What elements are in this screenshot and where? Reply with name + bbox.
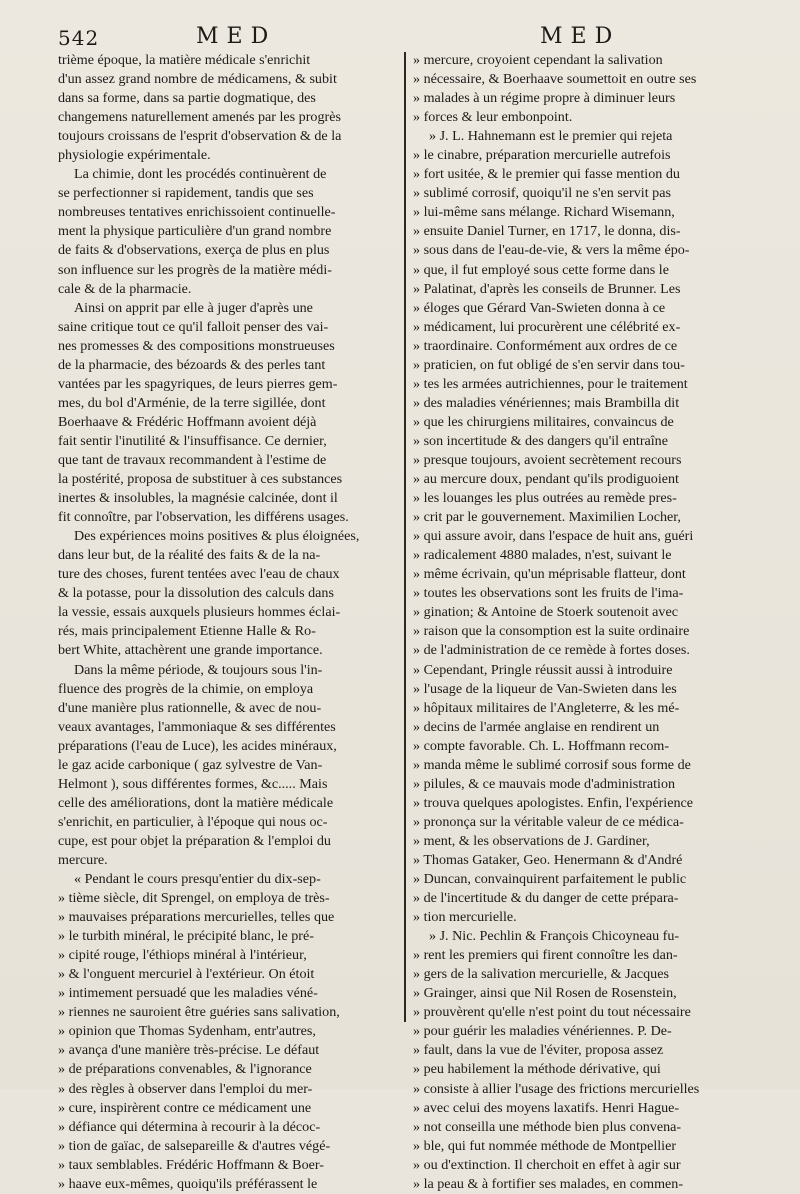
text-line: » mercure, croyoient cependant la salivation — [413, 52, 663, 68]
text-line: » l'usage de la liqueur de Van-Swieten dans les — [413, 680, 677, 697]
text-line: » défiance qui détermina à recourir à la décoc- — [58, 1118, 321, 1135]
text-line: » nécessaire, & Boerhaave soumettoit en outre ses — [413, 71, 697, 88]
text-line: » tion mercurielle. — [413, 909, 517, 926]
text-line: d'une manière plus rationnelle, & avec de nou- — [58, 699, 322, 716]
text-line: » ble, qui fut nommée méthode de Montpellier — [413, 1137, 677, 1154]
text-line: mes, du bol d'Arménie, de la terre sigillée, dont — [58, 394, 326, 411]
text-line: » radicalement 4880 malades, n'est, suivant le — [413, 547, 672, 564]
text-line: » pilules, & ce mauvais mode d'administration — [413, 775, 676, 792]
text-line: » le cinabre, préparation mercurielle autrefois — [413, 147, 671, 164]
text-line: que tant de travaux recommandent à l'estime de — [58, 451, 327, 468]
text-line: nombreuses tentatives enrichissoient continuelle- — [58, 204, 336, 221]
text-line: » avec celui des moyens laxatifs. Henri Hague- — [413, 1099, 680, 1116]
text-line: « Pendant le cours presqu'entier du dix-sep- — [74, 871, 321, 888]
text-line: inertes & insolubles, la magnésie calcinée, dont il — [58, 490, 338, 507]
text-line: nes promesses & des compositions monstrueuses — [58, 337, 335, 354]
text-line: » Grainger, ainsi que Nil Rosen de Rosenstein, — [413, 985, 677, 1002]
page-header — [0, 22, 800, 52]
text-line: » J. Nic. Pechlin & François Chicoyneau fu- — [429, 928, 680, 945]
text-line: » fort usitée, & le premier qui fasse mention du — [413, 166, 680, 183]
text-line: physiologie expérimentale. — [58, 147, 211, 164]
text-line: » haave eux-mêmes, quoiqu'ils préférassent le — [58, 1175, 318, 1192]
text-line: » tième siècle, dit Sprengel, on employa de très- — [58, 890, 330, 907]
running-head-left: MED — [196, 24, 277, 49]
text-line: » de l'administration de ce remède à fortes doses. — [413, 642, 690, 659]
text-line: » lui-même sans mélange. Richard Wisemann, — [413, 204, 675, 221]
page-number: 542 — [58, 26, 100, 50]
text-line: Boerhaave & Frédéric Hoffmann avoient déjà — [58, 413, 317, 430]
text-line: » gers de la salivation mercurielle, & Jacques — [413, 966, 669, 983]
text-line: » raison que la consomption est la suite ordinaire — [413, 623, 690, 640]
text-line: » cipité rouge, l'éthiops minéral à l'intérieur, — [58, 947, 307, 964]
text-line: » rent les premiers qui firent connoître les dan- — [413, 947, 678, 964]
text-line: » les louanges les plus outrées au remède pres- — [413, 490, 677, 507]
text-line: » compte favorable. Ch. L. Hoffmann recom- — [413, 737, 670, 754]
text-line: » trouva quelques apologistes. Enfin, l'expérience — [413, 794, 694, 811]
text-line: » mauvaises préparations mercurielles, telles que — [58, 909, 335, 926]
text-line: » des règles à observer dans l'emploi du mer- — [58, 1080, 313, 1097]
text-line: » que les chirurgiens militaires, convaincus de — [413, 413, 674, 430]
text-line: » opinion que Thomas Sydenham, entr'autres, — [58, 1023, 316, 1040]
text-line: » riennes ne sauroient être guéries sans salivation, — [58, 1004, 340, 1021]
text-line: » intimement persuadé que les maladies véné- — [58, 985, 318, 1002]
left-text-column — [58, 51, 396, 1192]
text-line: » pour guérir les maladies vénériennes. P. De- — [413, 1023, 672, 1040]
text-line: changemens naturellement amenés par les progrès — [58, 109, 341, 126]
text-line: » Thomas Gataker, Geo. Henermann & d'André — [413, 851, 683, 868]
text-line: la vessie, essais auxquels plusieurs hommes éclai- — [58, 604, 341, 621]
text-line: se perfectionner si rapidement, tandis que ses — [58, 185, 314, 202]
text-line: » sublimé corrosif, quoiqu'il ne s'en servit pas — [413, 185, 671, 202]
text-line: » prononça sur la véritable valeur de ce médica- — [413, 813, 684, 830]
text-line: » que, il fut employé sous cette forme dans le — [413, 261, 669, 278]
text-line: » éloges que Gérard Van-Swieten donna à ce — [413, 299, 666, 316]
text-line: » manda même le sublimé corrosif sous forme de — [413, 756, 691, 773]
text-line: trième époque, la matière médicale s'enrichit — [58, 52, 311, 68]
text-line: » ment, & les observations de J. Gardiner, — [413, 832, 650, 849]
text-line: » presque toujours, avoient secrètement recours — [413, 451, 682, 468]
text-line: » forces & leur embonpoint. — [413, 109, 573, 126]
text-line: » & l'onguent mercuriel à l'extérieur. On étoit — [58, 966, 315, 983]
text-line: » Duncan, convainquirent parfaitement le public — [413, 871, 687, 888]
text-line: » Palatinat, d'après les conseils de Brunner. Les — [413, 280, 681, 297]
text-line: » taux semblables. Frédéric Hoffmann & Boer- — [58, 1156, 324, 1173]
text-line: mercure. — [58, 851, 108, 868]
text-line: » consiste à allier l'usage des frictions mercurielles — [413, 1080, 700, 1097]
text-line: » hôpitaux militaires de l'Angleterre, & les mé- — [413, 699, 680, 716]
text-line: Helmont ), sous différentes formes, &c..... Mais — [58, 775, 328, 792]
text-line: bert White, attachèrent une grande importance. — [58, 642, 323, 659]
text-line: & la potasse, pour la dissolution des calculs dans — [58, 585, 334, 602]
text-line: La chimie, dont les procédés continuèrent de — [74, 166, 327, 183]
text-line: de faits & d'observations, exerça de plus en plus — [58, 242, 330, 259]
text-line: » le turbith minéral, le précipité blanc, le pré- — [58, 928, 314, 945]
text-line: » la peau & à fortifier ses malades, en commen- — [413, 1175, 684, 1192]
running-head-right: MED — [540, 24, 621, 49]
text-line: rés, mais principalement Etienne Halle & Ro- — [58, 623, 316, 640]
text-line: préparations (l'eau de Luce), les acides minéraux, — [58, 737, 337, 754]
text-line: » traordinaire. Conformément aux ordres de ce — [413, 337, 678, 354]
text-line: » qui assure avoir, dans l'espace de huit ans, guéri — [413, 528, 694, 545]
text-line: » crit par le gouvernement. Maximilien Locher, — [413, 509, 681, 526]
text-line: ture des choses, furent tentées avec l'eau de chaux — [58, 566, 340, 583]
text-line: » fault, dans la vue de l'éviter, proposa assez — [413, 1042, 664, 1059]
text-line: » decins de l'armée anglaise en rendirent un — [413, 718, 660, 735]
column-divider — [404, 52, 406, 1022]
text-line: » des maladies vénériennes; mais Brambilla dit — [413, 394, 680, 411]
text-line: ment la physique particulière d'un grand nombre — [58, 223, 332, 240]
text-line: Ainsi on apprit par elle à juger d'après une — [74, 299, 313, 316]
text-line: fluence des progrès de la chimie, on employa — [58, 680, 314, 697]
text-line: » toutes les observations sont les fruits de l'ima- — [413, 585, 684, 602]
text-line: » peu habilement la méthode dérivative, qui — [413, 1061, 661, 1078]
text-line: » même écrivain, qu'un méprisable flatteur, dont — [413, 566, 686, 583]
text-line: » malades à un régime propre à diminuer leurs — [413, 90, 676, 107]
text-line: Des expériences moins positives & plus éloignées, — [74, 528, 360, 545]
text-line: vantées par les spagyriques, de leurs pierres gem- — [58, 375, 338, 392]
text-line: » son incertitude & des dangers qu'il entraîne — [413, 432, 668, 449]
text-line: saine critique tout ce qu'il falloit penser des vai- — [58, 318, 329, 335]
text-line: » ensuite Daniel Turner, en 1717, le donna, dis- — [413, 223, 681, 240]
text-line: » tes les armées autrichiennes, pour le traitement — [413, 375, 688, 392]
text-line: » au mercure doux, pendant qu'ils prodiguoient — [413, 471, 679, 488]
text-line: celle des améliorations, dont la matière médicale — [58, 794, 334, 811]
text-line: de la pharmacie, des bézoards & des perles tant — [58, 356, 326, 373]
text-line: » ou d'extinction. Il cherchoit en effet à agir sur — [413, 1156, 681, 1173]
text-line: » tion de gaïac, de salsepareille & d'autres végé- — [58, 1137, 331, 1154]
text-line: » Cependant, Pringle réussit aussi à introduire — [413, 661, 673, 678]
text-line: » avança d'une manière très-précise. Le défaut — [58, 1042, 320, 1059]
text-line: » gination; & Antoine de Stoerk soutenoit avec — [413, 604, 678, 621]
text-line: la postérité, proposa de substituer à ces substances — [58, 471, 343, 488]
text-line: le gaz acide carbonique ( gaz sylvestre de Van- — [58, 756, 323, 773]
text-line: » J. L. Hahnemann est le premier qui rejeta — [429, 128, 673, 145]
text-line: dans leur but, de la réalité des faits & de la na- — [58, 547, 321, 564]
text-line: veaux avantages, l'ammoniaque & ses différentes — [58, 718, 336, 735]
text-line: » médicament, lui procurèrent une célébrité ex- — [413, 318, 681, 335]
text-line: » praticien, on fut obligé de s'en servir dans tou- — [413, 356, 685, 373]
text-line: Dans la même période, & toujours sous l'in- — [74, 661, 323, 678]
text-line: » cure, inspirèrent contre ce médicament une — [58, 1099, 312, 1116]
text-line: s'enrichit, en particulier, à l'époque qui nous oc- — [58, 813, 328, 830]
text-line: d'un assez grand nombre de médicamens, & subit — [58, 71, 337, 88]
text-line: » not conseilla une méthode bien plus convena- — [413, 1118, 682, 1135]
text-line: » prouvèrent qu'elle n'est point du tout nécessaire — [413, 1004, 691, 1021]
text-line: dans sa forme, dans sa partie dogmatique, des — [58, 90, 316, 107]
text-line: » de préparations convenables, & l'ignorance — [58, 1061, 312, 1078]
text-line: fait sentir l'inutilité & l'insuffisance. Ce dernier, — [58, 432, 327, 449]
text-line: toujours croissans de l'esprit d'observation & de la — [58, 128, 342, 145]
text-line: cupe, est pour objet la préparation & l'emploi du — [58, 832, 331, 849]
text-line: » de l'incertitude & du danger de cette prépara- — [413, 890, 679, 907]
text-line: » sous dans de l'eau-de-vie, & vers la même épo- — [413, 242, 690, 259]
text-line: fit connoître, par l'observation, les différens usages. — [58, 509, 349, 526]
text-line: son influence sur les progrès de la matière médi- — [58, 261, 332, 278]
text-line: cale & de la pharmacie. — [58, 280, 192, 297]
right-text-column — [413, 51, 753, 1192]
